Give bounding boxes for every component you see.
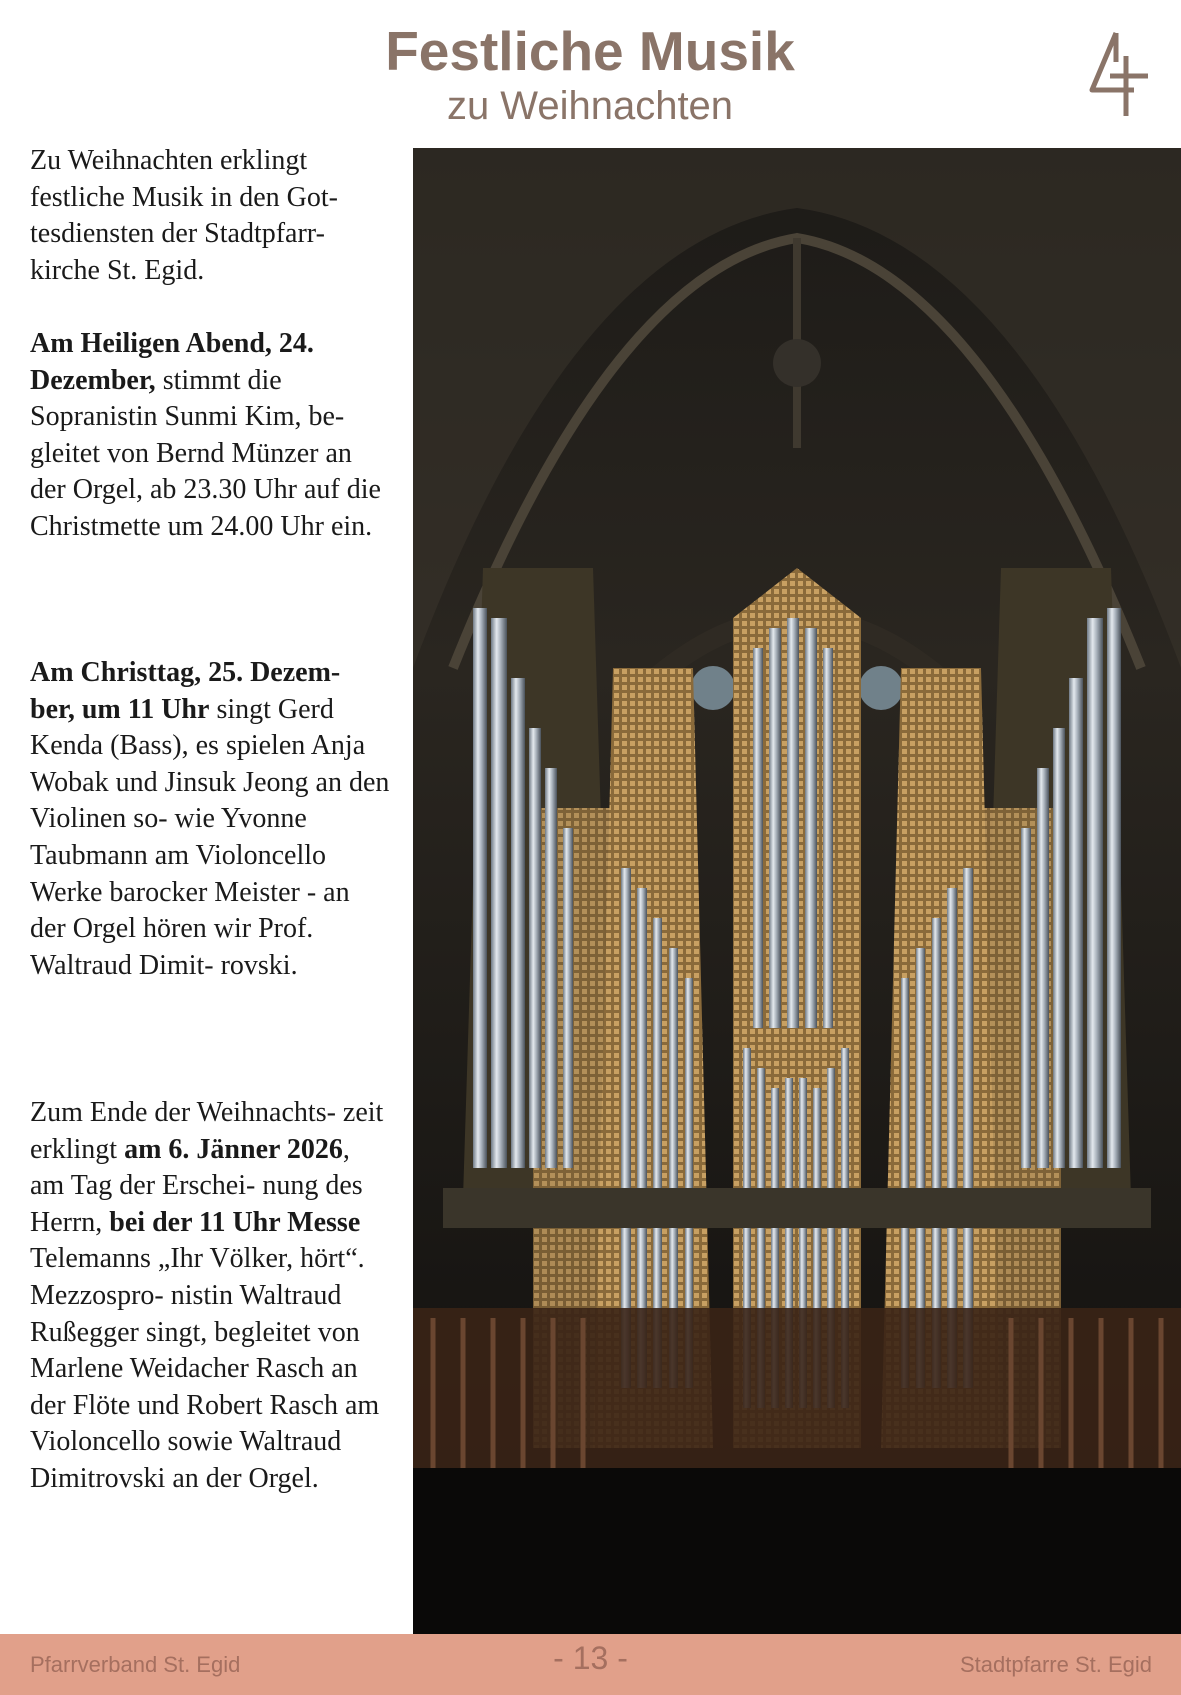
epiphany-mass-time: bei der 11 Uhr Messe [109,1206,361,1238]
paragraph-intro: Zu Weihnachten erklingt festliche Musik in den Got- tesdiensten der Stadtpfarr- kirche St. Egid. [30,145,338,286]
paragraph-christmas-eve: Am Heiligen Abend, 24. Dezember, stimmt die Sopranistin Sunmi Kim, be- gleitet von Bernd Münzer an der Orgel, ab 23.30 Uhr auf die Christmette um 24.00 Uhr ein. [30,328,381,542]
four-cross-logo-icon [1086,28,1152,120]
paragraph-christmas-day: Am Christtag, 25. Dezem- ber, um 11 Uhr singt Gerd Kenda (Bass), es spielen Anja Wobak und Jinsuk Jeong an den Violinen so- wie Yvonne Taubmann am Violoncello Werke barocker Meister - an der Orgel hören wir Prof. Waltraud Dimit- rovski. [30,657,390,981]
footer-parish: Stadtpfarre St. Egid [960,1652,1152,1677]
footer-parish-association: Pfarrverband St. Egid [30,1652,241,1677]
church-organ-photo [413,148,1181,1634]
epiphany-date: am 6. Jänner 2026 [124,1133,343,1165]
page-title: Festliche Musik [385,20,795,82]
page-number: - 13 - [553,1640,628,1676]
paragraph-epiphany: Zum Ende der Weihnachts- zeit erklingt am 6. Jänner 2026, am Tag der Erschei- nung des Herrn, bei der 11 Uhr Messe Telemanns „Ihr Völker, hört“. Mezzospro- nistin Waltraud Rußegger singt, begleitet von Marlene Weidacher Rasch an der Flöte und Robert Rasch am Violoncello sowie Waltraud Dimitrovski an der Orgel. [30,1097,384,1494]
christmas-day-date: Am Christtag, 25. Dezem- ber, um 11 Uhr [30,657,341,725]
christmas-eve-date: Am Heiligen Abend, 24. Dezember, [30,328,314,396]
page-footer [0,1634,1181,1695]
page-subtitle: zu Weihnachten [446,84,734,128]
page-header [330,18,850,128]
